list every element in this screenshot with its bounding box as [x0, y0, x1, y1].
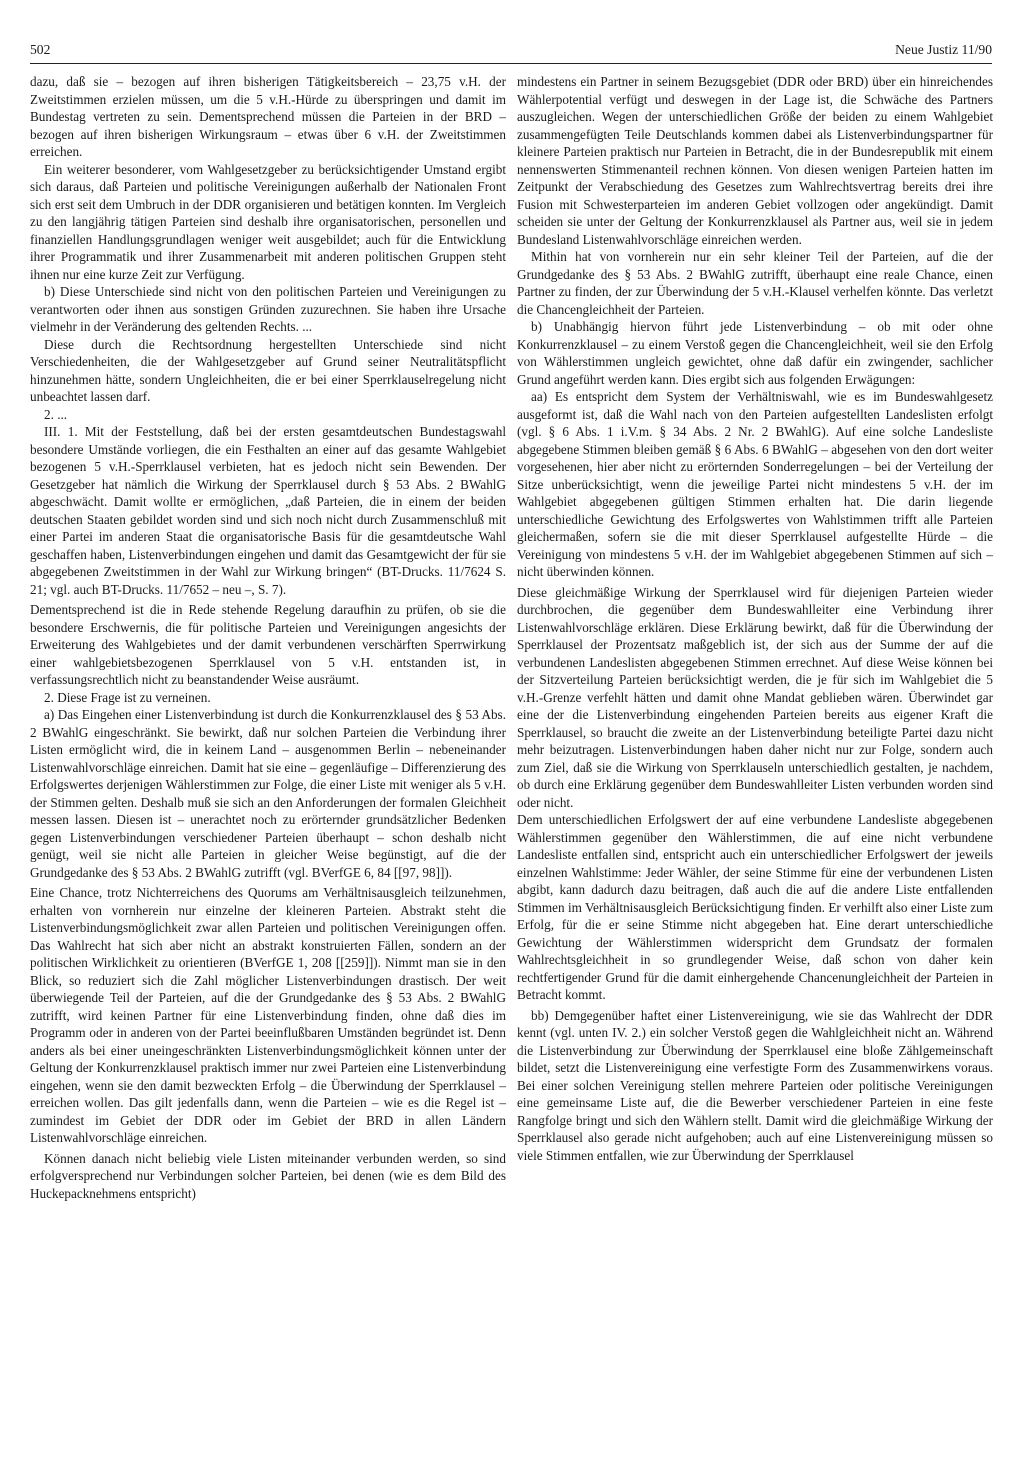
paragraph: bb) Demgegenüber haftet einer Listenvereinigung, wie sie das Wahlrecht der DDR kennt (vgl. unten IV. 2.) ein solcher Verstoß gegen die Wahlgleichheit nicht an. Während die Listenverbindung zur Überwindung der Sperrklausel eine bloße Zählgemeinschaft bildet, setzt die Listenvereinigung eine verfestigte Form des Zusammenwirkens voraus. Bei einer solchen Vereinigung stellen mehrere Parteien oder politische Vereinigungen eine gemeinsame Liste auf, die die Bewerber verschiedener Parteien in eine feste Rangfolge bringt und sich den Wählern stellt. Damit wird die gleichmäßige Wirkung der Sperrklausel also gerade nicht aufgehoben; auch auf eine Listenvereinigung müssen so viele Stimmen entfallen, wie zur Überwindung der Sperrklausel	[517, 1007, 993, 1163]
paragraph: b) Unabhängig hiervon führt jede Listenverbindung – ob mit oder ohne Konkurrenzklausel – zu einem Verstoß gegen die Chancengleichheit, weil sie den Erfolg von Wählerstimmen ungleich gewichtet, ohne daß dafür ein zwingender, sachlicher Grund angeführt werden kann. Dies ergibt sich aus folgenden Erwägungen:	[517, 319, 993, 387]
paragraph: 2. ...	[44, 406, 68, 422]
paragraph: Diese durch die Rechtsordnung hergestellten Unterschiede sind nicht Verschiedenheiten, die der Wahlgesetzgeber auf Grund seiner Neutralitätspflicht hinzunehmen hätte, sondern Ungleichheiten, die er bei einer Sperrklauselregelung nicht unbeachtet lassen darf.	[30, 336, 506, 404]
right-column	[517, 73, 993, 1164]
journal-issue: Neue Justiz 11/90	[895, 42, 992, 57]
paragraph: Diese gleichmäßige Wirkung der Sperrklausel wird für diejenigen Parteien wieder durchbrochen, die gegenüber dem Bundeswahlleiter eine Verbindung ihrer Listenwahlvorschläge erklären. Diese Erklärung bewirkt, daß für die Überwindung der Sperrklausel der Prozentsatz maßgeblich ist, der sich aus der Summe der auf die verbundenen Landeslisten abgegebenen Stimmen errechnet. Auf diese Weise können bei der Sitzverteilung Parteien berücksichtigt werden, die je für sich im Wahlgebiet die 5 v.H.-Grenze verfehlt hätten und damit ohne Mandat geblieben wären. Überwindet gar eine der die Listenverbindung eingehenden Parteien bereits aus eigener Kraft die Sperrklausel, so braucht die zweite an der Listenverbindung beteiligte Partei dazu nicht mehr beizutragen. Listenverbindungen haben daher nicht nur zur Folge, sondern auch zum Ziel, daß sie die Wirkung von Sperrklauseln unterschiedlich gestalten, je nachdem, ob durch eine Erklärung gegenüber dem Bundeswahlleiter Listen verbunden worden sind oder nicht.	[517, 584, 993, 810]
paragraph: Ein weiterer besonderer, vom Wahlgesetzgeber zu berücksichtigender Umstand ergibt sich daraus, daß Parteien und politische Vereinigungen außerhalb der Nationalen Front sich erst seit dem Umbruch in der DDR organisieren und betätigen konnten. Im Vergleich zu den langjährig tätigen Parteien sind deshalb ihre organisatorischen, personellen und finanziellen Handlungsgrundlagen weniger weit ausgebildet; auch für die Entwicklung ihrer Programmatik und ihrer Zusammenarbeit mit anderen politischen Gruppen steht ihnen nur eine kurze Zeit zur Verfügung.	[30, 161, 506, 282]
paragraph: 2. Diese Frage ist zu verneinen.	[44, 689, 211, 705]
paragraph: Können danach nicht beliebig viele Listen miteinander verbunden werden, so sind erfolgversprechend nur Verbindungen solcher Parteien, bei denen (wie es dem Bild des Huckepacknehmens entspricht)	[30, 1150, 506, 1201]
paragraph: a) Das Eingehen einer Listenverbindung ist durch die Konkurrenzklausel des § 53 Abs. 2 BWahlG eingeschränkt. Sie bewirkt, daß nur solchen Parteien die Verbindung ihrer Listen ermöglicht wird, die in keinem Land – ausgenommen Berlin – nebeneinander Listenwahlvorschläge einreichen. Damit hat sie eine – gegenläufige – Differenzierung des Erfolgswertes derjenigen Wählerstimmen zur Folge, die einer Liste mit weniger als 5 v.H. der Stimmen gelten. Deshalb muß sie sich an den Anforderungen der formalen Gleichheit messen lassen. Diesen ist – unerachtet noch zu erörternder grundsätzlicher Bedenken gegen Listenverbindungen verschiedener Parteien überhaupt – schon deshalb nicht genügt, weil sie nicht alle Parteien in gleicher Weise begünstigt, auf die der Grundgedanke des § 53 Abs. 2 BWahlG zutrifft (vgl. BVerfGE 6, 84 [[97, 98]]).	[30, 707, 506, 880]
paragraph: mindestens ein Partner in seinem Bezugsgebiet (DDR oder BRD) über ein hinreichendes Wählerpotential verfügt und deswegen in der Lage ist, die Schwäche des Partners auszugleichen. Wegen der unterschiedlichen Größe der beiden zu einem Wahlgebiet zusammengefügten Teile Deutschlands kommen dabei als Listenverbindungspartner für kleinere Parteien praktisch nur Parteien in Betracht, die in der Bundesrepublik mit einem nennenswerten Stimmenanteil rechnen können. Von diesen wenigen Parteien hatten im Zeitpunkt der Verabschiedung des Gesetzes zum Wahlrechtsvertrag bereits drei ihre Fusion mit Schwesterparteien im anderen Gebiet vollzogen oder angekündigt. Damit scheiden sie unter der Geltung der Konkurrenzklausel als Partner aus, weil sie in jedem Bundesland Listenwahlvorschläge einreichen werden.	[517, 74, 993, 247]
paragraph: b) Diese Unterschiede sind nicht von den politischen Parteien und Vereinigungen zu verantworten oder ihnen aus sonstigen Gründen zuzurechnen. Sie haben ihre Ursache vielmehr in der Veränderung des geltenden Rechts. ...	[30, 284, 506, 334]
paragraph: dazu, daß sie – bezogen auf ihren bisherigen Tätigkeitsbereich – 23,75 v.H. der Zweitstimmen erzielen müssen, um die 5 v.H.-Hürde zu überspringen und damit im Bundestag vertreten zu sein. Dementsprechend müssen die Parteien in der BRD – bezogen auf ihren bisherigen Wirkungsraum – etwas über 6 v.H. der Zweitstimmen erreichen.	[30, 74, 506, 159]
paragraph: Mithin hat von vornherein nur ein sehr kleiner Teil der Parteien, auf die der Grundgedanke des § 53 Abs. 2 BWahlG zutrifft, überhaupt eine reale Chance, einen Partner zu finden, der zur Überwindung der 5 v.H.-Klausel verhelfen könnte. Das verletzt die Chancengleichheit der Parteien.	[517, 249, 993, 317]
paragraph: aa) Es entspricht dem System der Verhältniswahl, wie es im Bundeswahlgesetz ausgeformt ist, daß die Wahl nach von den Parteien aufgestellten Landeslisten erfolgt (vgl. § 6 Abs. 1 i.V.m. § 34 Abs. 2 Nr. 2 BWahlG). Auf eine solche Landesliste abgegebene Stimmen bleiben gemäß § 6 Abs. 6 BWahlG – abgesehen von den dort weiter vorgesehenen, hier aber nicht zu erörternden Sonderregelungen – bei der Verteilung der Sitze unberücksichtigt, wenn die jeweilige Partei nicht mindestens 5 v.H. der im Wahlgebiet abgegebenen gültigen Stimmen erhalten hat. Die darin liegende unterschiedliche Gewichtung des Erfolgswertes von Wahlstimmen trifft alle Parteien gleichermaßen, sofern sie die mit dieser Sperrklausel aufgestellte Hürde – die Vereinigung von mindestens 5 v.H. der im Wahlgebiet abgegebenen Stimmen auf sich – nicht überwinden können.	[517, 389, 993, 579]
paragraph: III. 1. Mit der Feststellung, daß bei der ersten gesamtdeutschen Bundestagswahl besondere Umstände vorliegen, die ein Festhalten an einer auf das gesamte Wahlgebiet bezogenen 5 v.H.-Sperrklausel verbieten, hat es jedoch nicht sein Bewenden. Der Gesetzgeber hat nämlich die Wirkung der Sperrklausel durch § 53 Abs. 2 BWahlG abgeschwächt. Damit wollte er ermöglichen, „daß Parteien, die in einem der beiden deutschen Staaten gebildet worden sind und sich noch nicht durch Zusammenschluß mit einer Partei im anderen Staat die organisatorische Basis für die gesamtdeutsche Wahl geschaffen haben, Listenverbindungen eingehen und damit das Gesamtgewicht der für sie abgegebenen Zweitstimmen in der Wahl zur Wirkung bringen“ (BT-Drucks. 11/7624 S. 21; vgl. auch BT-Drucks. 11/7652 – neu –, S. 7).	[30, 424, 506, 597]
paragraph: Dem unterschiedlichen Erfolgswert der auf eine verbundene Landesliste abgegebenen Wählerstimmen gegenüber den Wählerstimmen, die auf eine nicht verbundene Landesliste entfallen sind, entspricht auch ein unterschiedlicher Erfolgswert der jeweils einzelnen Wahlstimme: Jeder Wähler, der seine Stimme für eine der verbundenen Listen abgibt, kann dadurch dazu beitragen, daß auch die auf die andere Liste entfallenden Stimmen im Verhältnisausgleich Berücksichtigung finden. Er verhilft also einer Liste zum Erfolg, für die er seine Stimme nicht abgegeben hat. Eine derart unterschiedliche Gewichtung der Wählerstimmen widerspricht dem Grundsatz der formalen Wahlrechtsgleichheit in so grundlegender Weise, daß schon von daher kein rechtfertigender Grund für die damit einhergehende Chancenungleichheit der Parteien in Betracht kommt.	[517, 812, 993, 1002]
header-rule	[30, 63, 992, 64]
paragraph: Dementsprechend ist die in Rede stehende Regelung daraufhin zu prüfen, ob sie die besondere Erschwernis, die für politische Parteien und Vereinigungen angesichts der Erweiterung des Wahlgebietes und der damit verbundenen verschärften Sperrwirkung einer wahlgebietsbezogenen Sperrklausel von 5 v.H. entstanden ist, in verfassungsrechtlich nicht zu beanstandender Weise ausräumt.	[30, 602, 506, 687]
page-header	[30, 40, 992, 60]
paragraph: Eine Chance, trotz Nichterreichens des Quorums am Verhältnisausgleich teilzunehmen, erhalten von vornherein nur einzelne der kleineren Parteien. Abstrakt steht die Listenverbindungsmöglichkeit zwar allen Parteien und politischen Vereinigungen offen. Das Wahlrecht hat sich aber nicht an abstrakt konstruierten Fällen, sondern an der politischen Wirklichkeit zu orientieren (BVerfGE 1, 208 [[259]]). Nimmt man sie in den Blick, so reduziert sich die Zahl möglicher Listenverbindungen drastisch. Der weit überwiegende Teil der Parteien, auf die der Grundgedanke des § 53 Abs. 2 BWahlG zutrifft, wird keinen Partner für eine Listenverbindung finden, ohne daß dies im Programm oder in anderen von der Partei beeinflußbaren Umständen begründet ist. Denn anders als bei einer uneingeschränkten Listenverbindungsmöglichkeit können unter der Geltung der Konkurrenzklausel praktisch immer nur zwei Parteien eine Listenverbindung eingehen, wenn sie den damit bezweckten Erfolg – die Überwindung der Sperrklausel – erreichen wollen. Das gilt jedenfalls dann, wenn die Parteien – wie es die Regel ist – zumindest im Gebiet der DDR oder im Gebiet der BRD in allen Ländern Listenwahlvorschläge einreichen.	[30, 885, 506, 1145]
page-number: 502	[30, 42, 51, 57]
left-column	[30, 73, 506, 1202]
